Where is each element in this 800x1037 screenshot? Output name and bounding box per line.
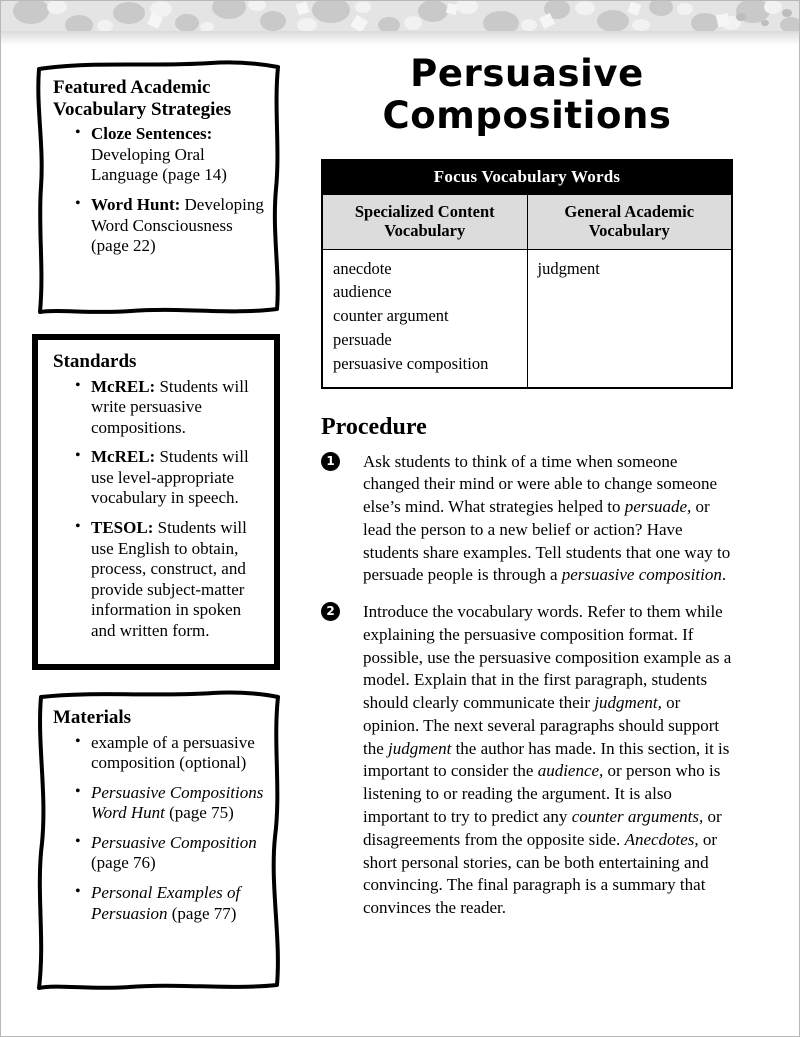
list-item-text: Students will use English to obtain, process, construct, and provide subject-matter information in spoken and written form. [91, 518, 247, 640]
page-title: Persuasive Compositions [382, 52, 672, 137]
step-number-badge: 2 [321, 602, 340, 621]
list-item-italic: Persuasive Compositions Word Hunt [91, 782, 264, 823]
list-item-text: (page 76) [91, 853, 156, 873]
list-item-italic: Persuasive Composition [91, 832, 257, 852]
list-item [75, 783, 266, 824]
procedure-heading: Procedure [321, 413, 427, 440]
sidebar-box-title: Materials [53, 707, 132, 728]
sidebar-box-list [53, 377, 266, 642]
sidebar-box-standards [31, 333, 286, 673]
sidebar-box-list [53, 124, 266, 256]
list-item-text: Developing Oral Language (page 14) [91, 144, 227, 185]
sidebar [31, 57, 286, 1009]
list-item-text: (page 77) [167, 903, 237, 923]
step-number-badge: 1 [321, 452, 340, 471]
step-text: Ask students to think of a time when someone changed their mind or were able to change someone else’s mind. What strategies helped to persuade, or lead the person to a new belief or action? Have students share examples. Tell students that one way to persuade people is through a persuasive composition. [363, 451, 731, 585]
sidebar-box-featured-strategies [31, 57, 286, 319]
list-item-lead: Cloze Sentences: [91, 124, 213, 144]
list-item-lead: McREL: [91, 447, 156, 467]
column-header-general: General Academic Vocabulary [527, 194, 732, 249]
list-item-lead: TESOL: [91, 518, 154, 538]
step-text: Introduce the vocabulary words. Refer to them while explaining the persuasive composition format. If possible, use the persuasive composition example as a model. Explain that in the first paragraph, students should clearly communicate their judgment, or opinion. The next several paragraphs should support the judgment the author has made. In this section, it is important to consider the audience, or person who is listening to or reading the argument. It is also important to try to predict any counter arguments, or disagreements from the opposite side. Anecdotes, or short personal stories, can be both entertaining and convincing. The final paragraph is a summary that convinces the reader. [363, 602, 732, 918]
vocab-word: persuasive composition [333, 353, 489, 373]
table-row [322, 249, 732, 388]
list-item-text: (page 75) [164, 803, 234, 823]
column-header-specialized: Specialized Content Vocabulary [322, 194, 527, 249]
procedure-step [321, 601, 733, 920]
confetti-pattern-icon [1, 1, 800, 31]
list-item-text: example of a persuasive composition (optional) [91, 732, 255, 773]
band-shadow [1, 31, 800, 45]
list-item-lead: McREL: [91, 376, 156, 396]
main-content [321, 53, 733, 934]
list-item [75, 833, 266, 874]
vocab-word: anecdote [333, 258, 392, 278]
list-item [75, 377, 266, 439]
vocab-word: counter argument [333, 306, 449, 326]
list-item-text: Students will use level-appropriate vocabulary in speech. [91, 447, 249, 508]
general-words-cell [527, 249, 732, 388]
list-item-text: Students will write persuasive compositions. [91, 376, 249, 437]
table-banner-row [322, 160, 732, 195]
sidebar-box-materials [31, 687, 286, 995]
table-header-row [322, 194, 732, 249]
list-item [75, 195, 266, 257]
procedure-step [321, 451, 733, 588]
procedure-steps [321, 451, 733, 920]
sidebar-box-title: Standards [53, 351, 137, 372]
specialized-words-cell [322, 249, 527, 388]
list-item [75, 124, 266, 186]
vocab-word: judgment [537, 258, 600, 278]
list-item-lead: Word Hunt: [91, 195, 181, 214]
list-item [75, 733, 266, 774]
table-banner: Focus Vocabulary Words [322, 160, 732, 195]
focus-vocabulary-table [321, 159, 733, 389]
list-item-italic: Personal Examples of Persuasion [91, 883, 241, 923]
list-item-text: Developing Word Consciousness (page 22) [91, 195, 264, 256]
vocab-word: persuade [333, 329, 392, 349]
list-item [75, 518, 266, 641]
sidebar-box-list [53, 733, 266, 925]
list-item [75, 447, 266, 509]
list-item [75, 883, 266, 924]
vocab-word: audience [333, 282, 392, 302]
sidebar-box-title: Featured Academic Vocabulary Strategies [53, 77, 232, 120]
